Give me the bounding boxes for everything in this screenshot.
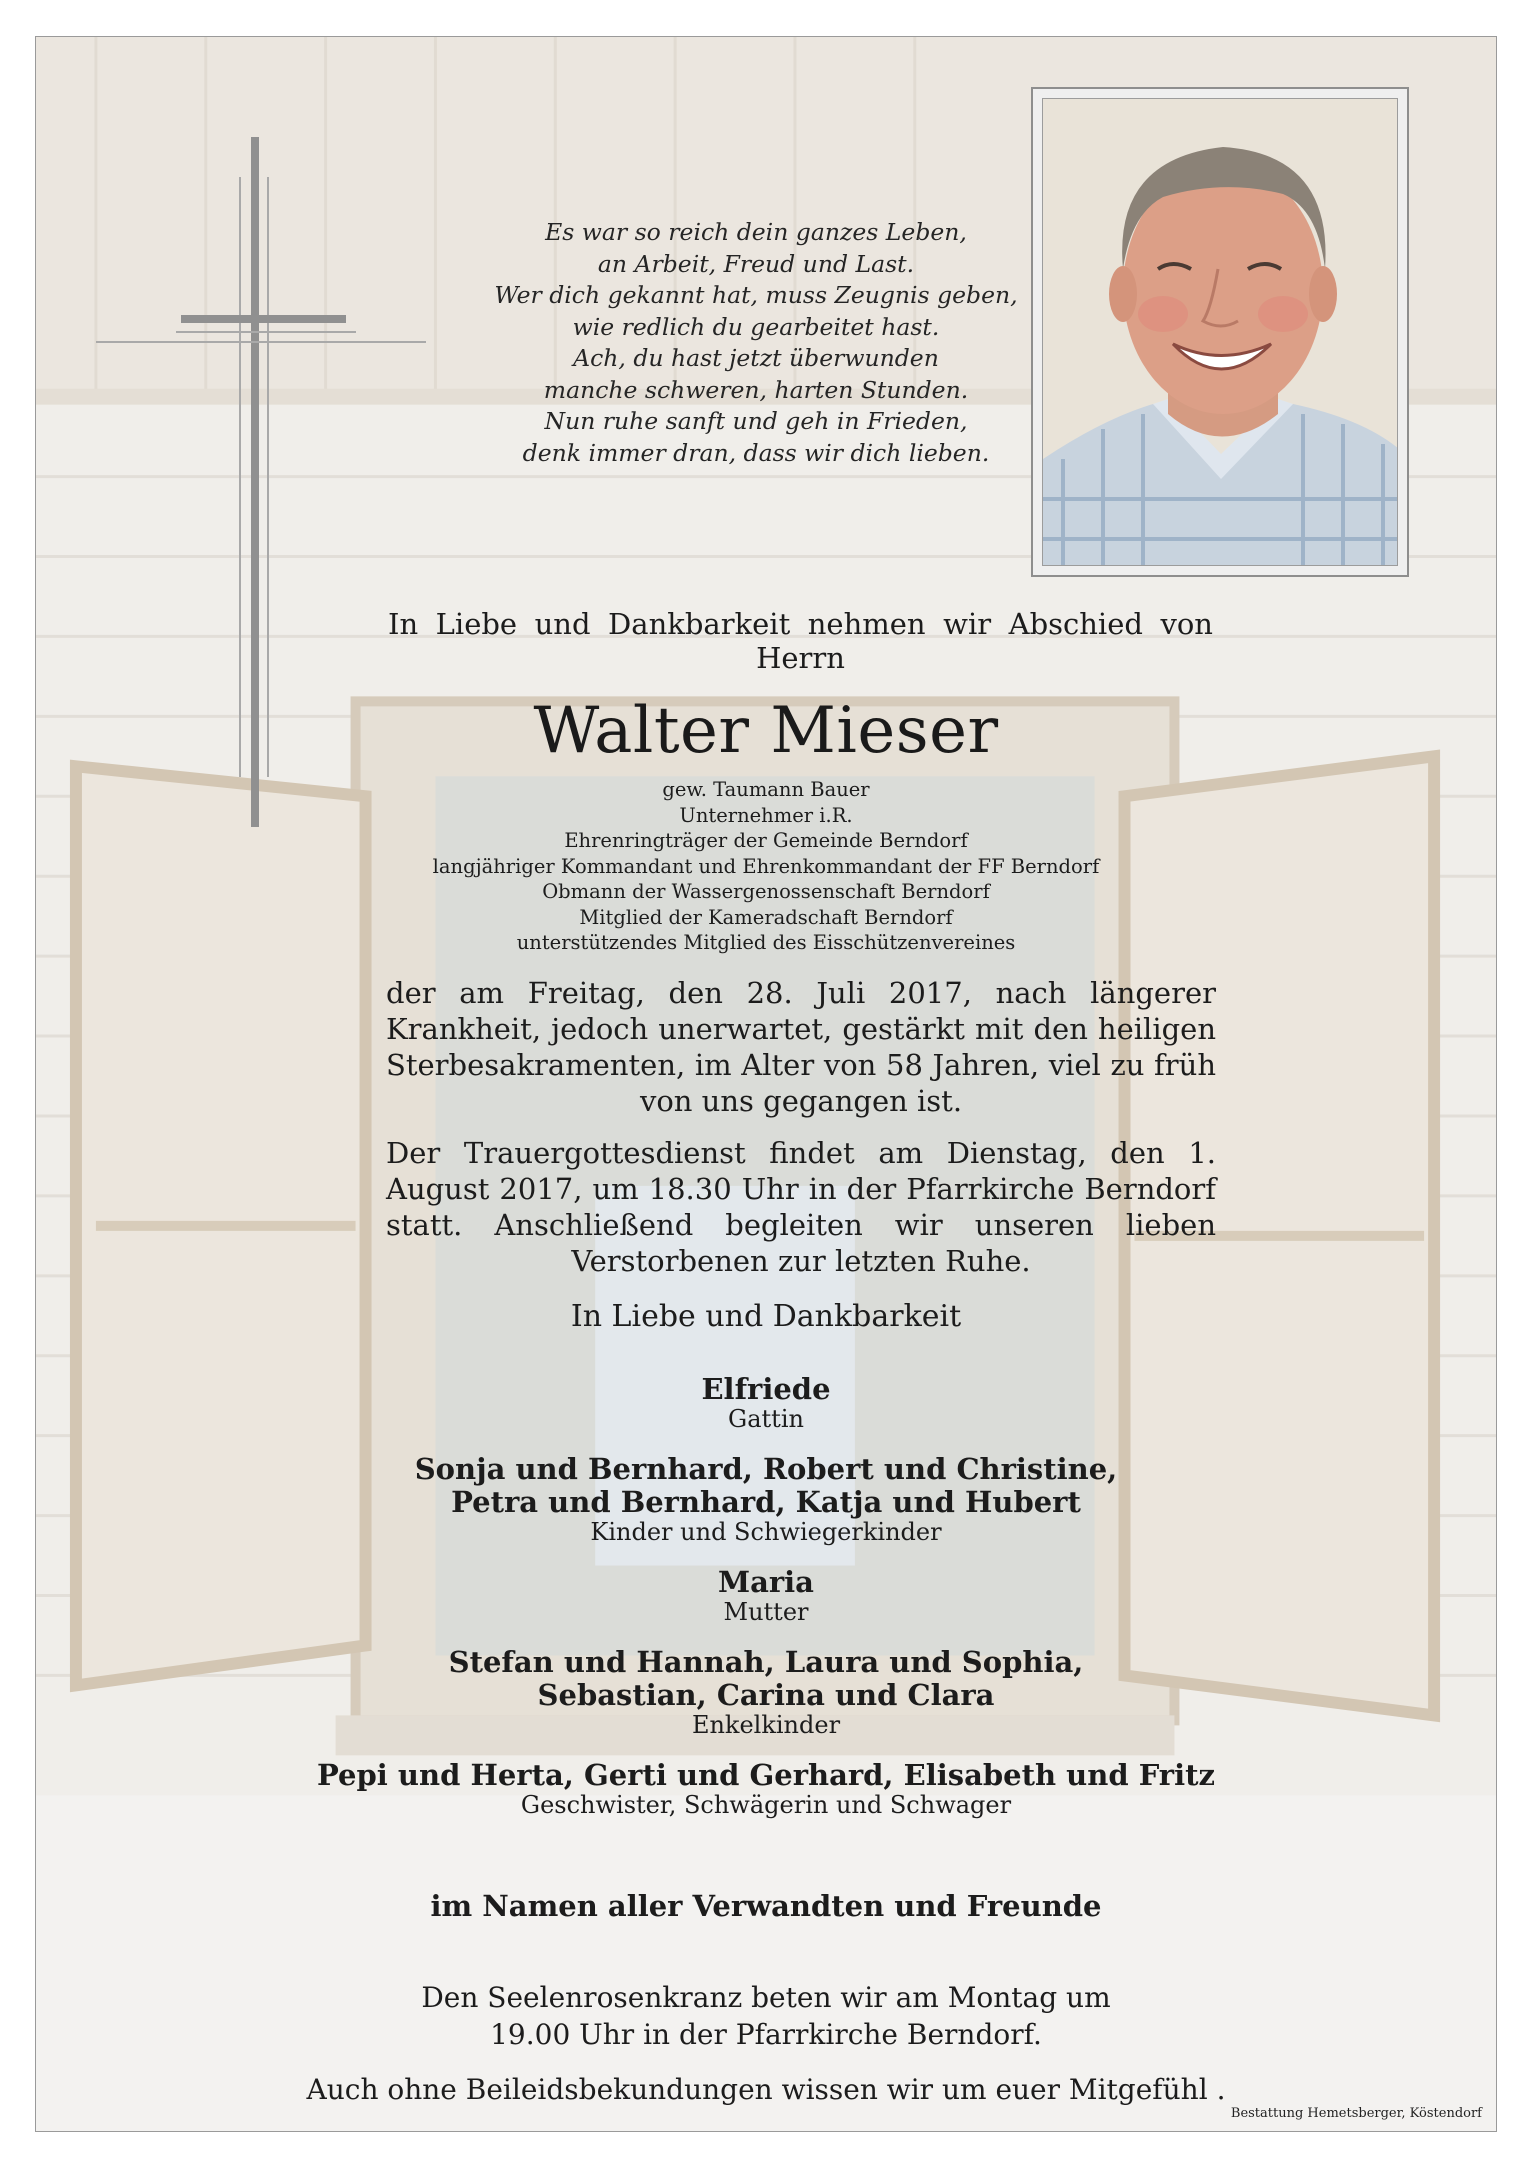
family-group-siblings: [36, 1759, 1496, 1819]
family-group-spouse: [36, 1373, 1496, 1433]
poem: [466, 217, 1046, 469]
title-line: unterstützendes Mitglied des Eisschützenvereines: [516, 931, 1016, 954]
title-line: gew. Taumann Bauer: [662, 778, 870, 801]
undertaker-credit: Bestattung Hemetsberger, Köstendorf: [1230, 2106, 1482, 2121]
obituary-card: [35, 36, 1497, 2132]
family-relation: Mutter: [723, 1598, 809, 1626]
family-names: Elfriede: [701, 1372, 831, 1406]
family-group-children: [36, 1453, 1496, 1546]
poem-line: denk immer dran, dass wir dich lieben.: [522, 438, 990, 467]
poem-line: an Arbeit, Freud und Last.: [597, 249, 915, 278]
family-relation: Kinder und Schwiegerkinder: [590, 1518, 942, 1546]
intro-text: In Liebe und Dankbarkeit nehmen wir Abschied von Herrn: [388, 607, 1213, 675]
rosary-line: 19.00 Uhr in der Pfarrkirche Berndorf.: [490, 2018, 1042, 2051]
poem-line: wie redlich du gearbeitet hast.: [572, 312, 940, 341]
deceased-name: Walter Mieser: [533, 694, 999, 768]
poem-line: Ach, du hast jetzt überwunden: [573, 344, 939, 372]
condolence-note: Auch ohne Beileidsbekundungen wissen wir um euer Mitgefühl .: [306, 2073, 1226, 2106]
poem-line: Nun ruhe sanft und geh in Frieden,: [544, 407, 968, 435]
family-relation: Geschwister, Schwägerin und Schwager: [520, 1791, 1012, 1819]
poem-line: Es war so reich dein ganzes Leben,: [545, 218, 967, 246]
service-paragraph: Der Trauergottesdienst findet am Dienstag, den 1. August 2017, um 18.30 Uhr in der Pfarrkirche Berndorf statt. Anschließend begleiten wir unseren lieben Verstorbenen zur letzten Ruhe.: [386, 1136, 1216, 1278]
title-line: Obmann der Wassergenossenschaft Berndorf: [542, 880, 990, 903]
family-relation: Enkelkinder: [691, 1711, 841, 1739]
poem-line: manche schweren, harten Stunden.: [543, 375, 969, 404]
portrait-photo: [1043, 99, 1398, 566]
rosary-line: Den Seelenrosenkranz beten wir am Montag um: [421, 1981, 1111, 2014]
rosary-notice: [36, 1979, 1496, 2053]
family-list: [36, 1373, 1496, 1839]
title-line: Ehrenringträger der Gemeinde Berndorf: [564, 829, 968, 852]
family-names: Maria: [718, 1565, 814, 1599]
family-names: Sonja und Bernhard, Robert und Christine,: [414, 1452, 1118, 1486]
death-paragraph: der am Freitag, den 28. Juli 2017, nach längerer Krankheit, jedoch unerwartet, gestärkt mit den heiligen Sterbesakramenten, im Alter von 58 Jahren, viel zu früh von uns gegangen ist.: [386, 976, 1216, 1118]
on-behalf-text: im Namen aller Verwandten und Freunde: [430, 1889, 1102, 1923]
family-names: Sebastian, Carina und Clara: [537, 1678, 995, 1712]
family-names: Pepi und Herta, Gerti und Gerhard, Elisabeth und Fritz: [317, 1758, 1215, 1792]
portrait-frame: [1031, 87, 1409, 577]
poem-line: Wer dich gekannt hat, muss Zeugnis geben,: [494, 281, 1018, 309]
title-line: Unternehmer i.R.: [679, 803, 853, 827]
closing-text: In Liebe und Dankbarkeit: [570, 1299, 962, 1334]
titles-list: [36, 777, 1496, 956]
title-line: Mitglied der Kameradschaft Berndorf: [579, 905, 953, 929]
family-relation: Gattin: [728, 1405, 804, 1433]
family-group-grandchildren: [36, 1646, 1496, 1739]
family-group-mother: [36, 1566, 1496, 1626]
title-line: langjähriger Kommandant und Ehrenkommandant der FF Berndorf: [432, 854, 1100, 878]
family-names: Stefan und Hannah, Laura und Sophia,: [448, 1645, 1084, 1679]
family-names: Petra und Bernhard, Katja und Hubert: [451, 1485, 1081, 1519]
